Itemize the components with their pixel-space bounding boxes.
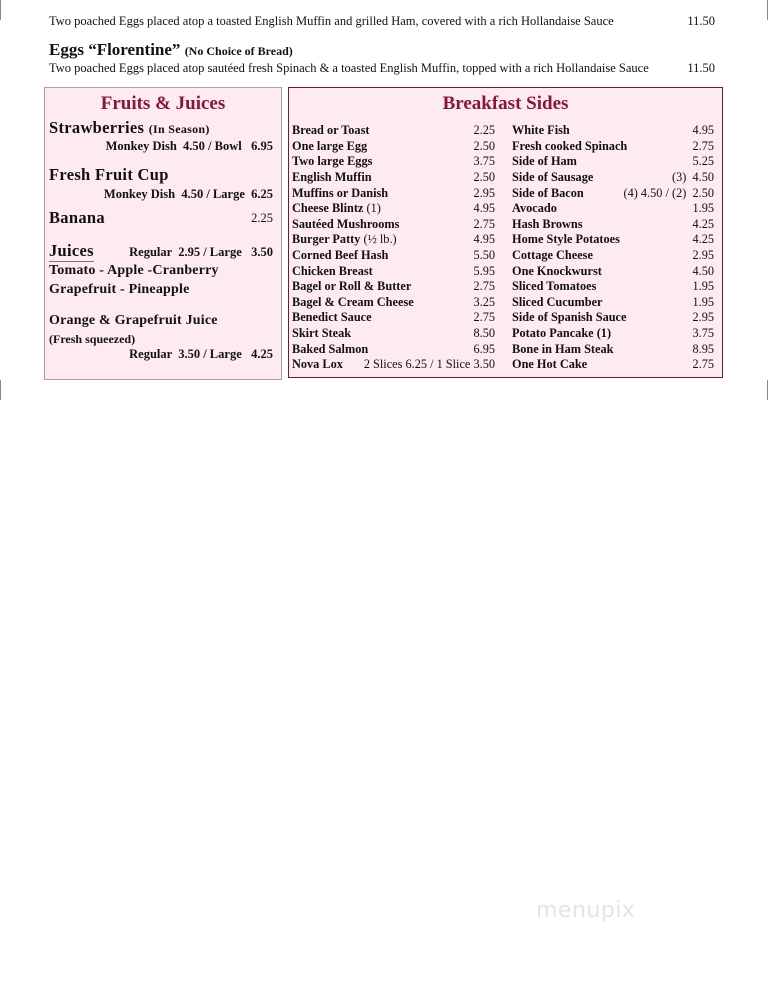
side-item (292, 357, 495, 373)
breakfast-sides-section (288, 87, 723, 378)
price: 4.95 (473, 201, 495, 216)
juices-heading: Juices (49, 241, 94, 260)
item-label (292, 154, 372, 169)
item-label (512, 123, 570, 138)
orange-juice-price: Regular 3.50 / Large 4.25 (129, 347, 273, 361)
item-name: Sliced Tomatoes (512, 279, 597, 294)
side-item (292, 248, 495, 264)
item-name: Skirt Steak (292, 326, 352, 341)
item-name: One Hot Cake (512, 357, 588, 372)
page-edge-mark (0, 380, 1, 400)
side-item (512, 326, 714, 342)
side-item (292, 185, 495, 201)
price: 5.50 (473, 248, 495, 263)
side-item (512, 170, 714, 186)
item-label (292, 232, 397, 247)
price: 2.75 (473, 279, 495, 294)
item-name: Side of Spanish Sauce (512, 310, 627, 325)
item-name: One Knockwurst (512, 263, 602, 278)
description-text: Two poached Eggs placed atop sautéed fresh Spinach & a toasted English Muffin, topped with a rich Hollandaise Sauce (49, 61, 649, 75)
price: 1.95 (692, 201, 714, 216)
item-name: Sliced Cucumber (512, 294, 603, 309)
item-label (512, 201, 557, 216)
juice-list: Tomato - Apple -Cranberry (49, 263, 219, 278)
item-label (512, 248, 593, 263)
item-label (292, 170, 372, 185)
item-label (292, 279, 411, 294)
item-note: (In Season) (148, 122, 210, 136)
price: 3.25 (473, 294, 495, 309)
fruit-cup-item: Fresh Fruit Cup (49, 165, 169, 184)
price: 2 Slices 6.25 / 1 Slice 3.50 (363, 357, 495, 372)
side-item (512, 357, 714, 373)
side-item (512, 154, 714, 170)
item-name: Cheese Blintz (292, 201, 364, 216)
price: 1.95 (692, 294, 714, 309)
item-name: Cottage Cheese (512, 248, 593, 263)
item-label (512, 342, 613, 357)
side-item (292, 123, 495, 139)
item-name: Strawberries (49, 118, 145, 137)
previous-item-description (49, 14, 717, 29)
item-note: (½ lb.) (363, 232, 397, 247)
item-name: Baked Salmon (292, 341, 369, 356)
side-item (512, 263, 714, 279)
item-label (512, 139, 627, 154)
item-label (292, 326, 351, 341)
item-name: White Fish (512, 123, 570, 138)
price: 11.50 (687, 61, 715, 75)
item-name: Two large Eggs (292, 154, 373, 169)
price: 2.75 (473, 310, 495, 325)
item-name: Home Style Potatoes (512, 232, 620, 247)
item-label (512, 186, 584, 201)
item-label (512, 170, 593, 185)
item-name: Side of Sausage (512, 170, 594, 185)
section-title: Breakfast Sides (442, 93, 569, 114)
item-name: Bone in Ham Steak (512, 341, 614, 356)
banana-item: Banana (49, 208, 105, 227)
item-label (512, 279, 596, 294)
item-name: Chicken Breast (292, 263, 373, 278)
price: 2.75 (473, 216, 495, 231)
price: 4.95 (473, 232, 495, 247)
side-item (292, 217, 495, 233)
item-label (512, 326, 611, 341)
side-item (292, 201, 495, 217)
item-label (292, 217, 399, 232)
price: 3.75 (692, 326, 714, 341)
fruit-cup-price: Monkey Dish 4.50 / Large 6.25 (103, 187, 273, 201)
price: 2.95 (692, 310, 714, 325)
price: 2.75 (692, 357, 714, 372)
item-note: (1) (366, 201, 381, 216)
item-name: Burger Patty (292, 232, 361, 247)
strawberries-item (49, 118, 210, 138)
price: 4.25 (692, 232, 714, 247)
price: 2.95 (692, 248, 714, 263)
side-item (512, 248, 714, 264)
item-note: (No Choice of Bread) (184, 44, 293, 58)
price: 5.95 (473, 263, 495, 278)
item-name: Bread or Toast (292, 123, 370, 138)
juices-price: Regular 2.95 / Large 3.50 (129, 245, 273, 259)
fruits-juices-section (44, 87, 282, 380)
price: 1.95 (692, 279, 714, 294)
item-label (292, 295, 414, 310)
side-item (512, 232, 714, 248)
item-label (292, 357, 343, 372)
item-label (292, 123, 369, 138)
eggs-florentine-title (49, 40, 293, 60)
item-label (292, 186, 388, 201)
strawberries-price: Monkey Dish 4.50 / Bowl 6.95 (105, 139, 273, 153)
item-label (512, 217, 583, 232)
price: 3.75 (473, 154, 495, 169)
side-item (512, 295, 714, 311)
juice-list: Grapefruit - Pineapple (49, 282, 190, 297)
side-item (292, 341, 495, 357)
price: 8.95 (692, 341, 714, 356)
side-item (292, 154, 495, 170)
price: (4) 4.50 / (2) 2.50 (623, 185, 714, 200)
item-name: Fresh cooked Spinach (512, 138, 628, 153)
side-item (292, 232, 495, 248)
price: 8.50 (473, 326, 495, 341)
price: 2.50 (473, 138, 495, 153)
item-name: Side of Bacon (512, 185, 584, 200)
item-label (512, 310, 626, 325)
item-name: Muffins or Danish (292, 185, 389, 200)
item-label (512, 357, 587, 372)
price: 4.50 (692, 263, 714, 278)
price: 4.95 (692, 123, 714, 138)
side-item (512, 217, 714, 233)
price: 2.25 (473, 123, 495, 138)
side-item (512, 123, 714, 139)
side-item (292, 310, 495, 326)
side-item (512, 279, 714, 295)
side-item (512, 185, 714, 201)
price: 5.25 (692, 154, 714, 169)
price: (3) 4.50 (671, 170, 714, 185)
side-item (292, 170, 495, 186)
item-name: Corned Beef Hash (292, 248, 389, 263)
item-label (292, 201, 381, 216)
price: 4.25 (692, 216, 714, 231)
banana-price: 2.25 (251, 211, 273, 225)
item-name: Bagel & Cream Cheese (292, 294, 414, 309)
section-title: Fruits & Juices (100, 93, 226, 114)
item-label (512, 154, 577, 169)
orange-grapefruit-juice-item: Orange & Grapefruit Juice (49, 313, 218, 328)
price: 6.95 (473, 341, 495, 356)
item-name: Bagel or Roll & Butter (292, 279, 412, 294)
item-label (292, 342, 368, 357)
side-item (512, 341, 714, 357)
item-name: Potato Pancake (1) (512, 326, 612, 341)
item-label (292, 248, 388, 263)
item-name: Avocado (512, 201, 557, 216)
item-name: Benedict Sauce (292, 310, 372, 325)
item-label (292, 139, 367, 154)
item-label (512, 232, 620, 247)
side-item (292, 263, 495, 279)
price: 11.50 (687, 14, 715, 28)
side-item (292, 139, 495, 155)
item-note: (Fresh squeezed) (49, 332, 136, 346)
page-edge-mark (0, 0, 1, 20)
item-name: English Muffin (292, 170, 372, 185)
description-text: Two poached Eggs placed atop a toasted English Muffin and grilled Ham, covered with a rich Hollandaise Sauce (49, 14, 614, 28)
side-item (512, 201, 714, 217)
side-item (292, 326, 495, 342)
item-label (512, 295, 603, 310)
eggs-florentine-description (49, 61, 717, 76)
side-item (512, 310, 714, 326)
side-item (292, 295, 495, 311)
watermark: menupix (536, 898, 636, 923)
item-name: Eggs “Florentine” (49, 40, 181, 59)
item-name: One large Egg (292, 138, 368, 153)
price: 2.50 (473, 170, 495, 185)
price: 2.75 (692, 138, 714, 153)
side-item (512, 139, 714, 155)
price: 2.95 (473, 185, 495, 200)
item-name: Side of Ham (512, 154, 577, 169)
item-label (292, 310, 372, 325)
item-name: Hash Browns (512, 216, 583, 231)
item-name: Nova Lox (292, 357, 343, 372)
side-item (292, 279, 495, 295)
item-label (512, 264, 602, 279)
item-label (292, 264, 373, 279)
item-name: Sautéed Mushrooms (292, 216, 400, 231)
